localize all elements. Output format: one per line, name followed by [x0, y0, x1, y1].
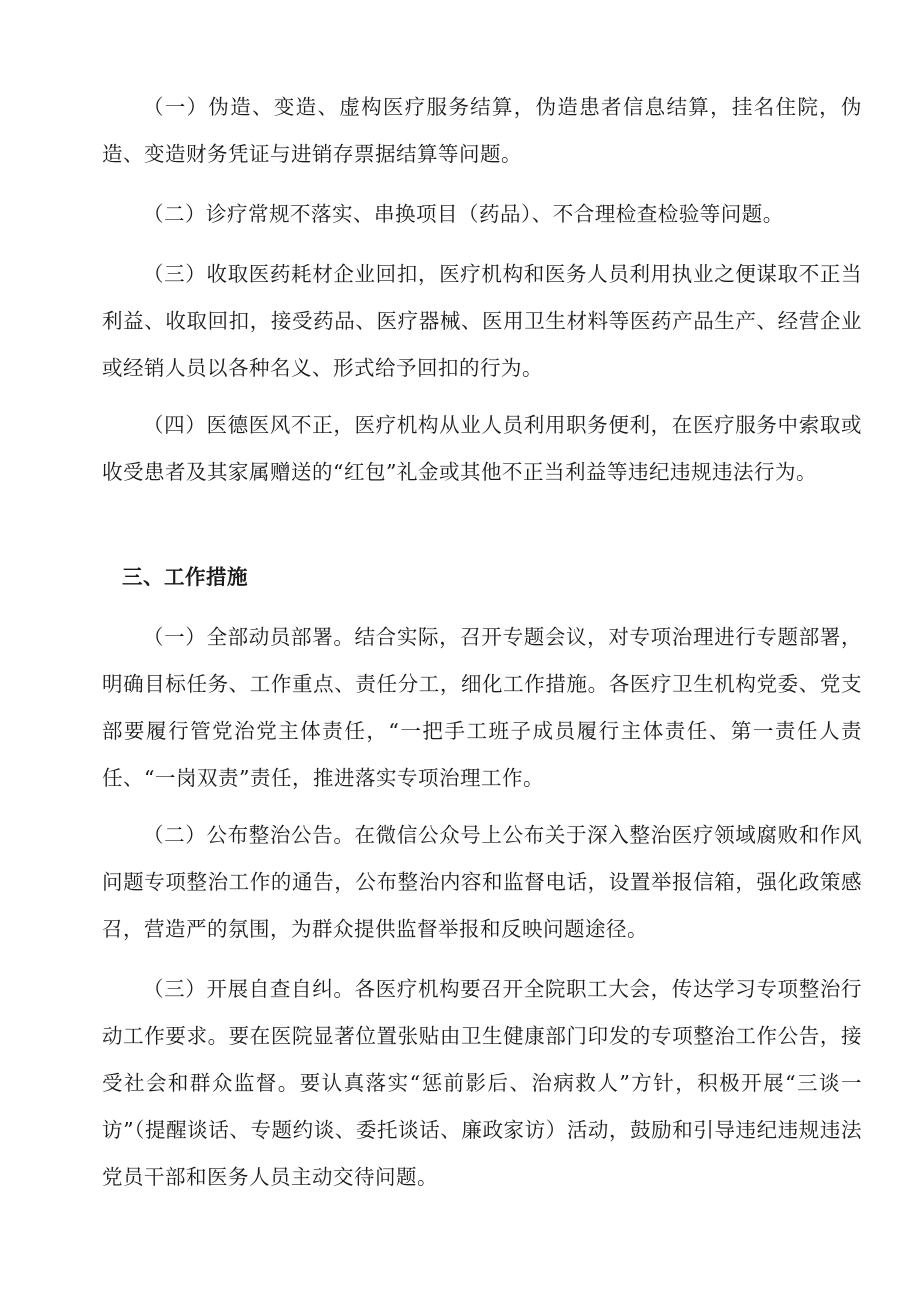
- section-heading: 三、工作措施: [122, 565, 248, 589]
- paragraph-item-3: （三）收取医药耗材企业回扣，医疗机构和医务人员利用执业之便谋取不正当利益、收取回扣，接受药品、医疗器械、医用卫生材料等医药产品生产、经营企业或经销人员以各种名义、形式给予回扣的行为。: [102, 262, 862, 380]
- paragraph-item-1: （一）伪造、变造、虚构医疗服务结算，伪造患者信息结算，挂名住院，伪造、变造财务凭证与进销存票据结算等问题。: [102, 95, 862, 166]
- paragraph-item-2: （二）诊疗常规不落实、串换项目（药品）、不合理检查检验等问题。: [143, 202, 784, 226]
- paragraph-measure-2: （二）公布整治公告。在微信公众号上公布关于深入整治医疗领域腐败和作风问题专项整治工作的通告，公布整治内容和监督电话，设置举报信箱，强化政策感召，营造严的氛围，为群众提供监督举报和反映问题途径。: [102, 823, 862, 941]
- paragraph-item-4: （四）医德医风不正，医疗机构从业人员利用职务便利，在医疗服务中索取或收受患者及其家属赠送的“红包”礼金或其他不正当利益等违纪违规违法行为。: [102, 413, 862, 484]
- paragraph-measure-1: （一）全部动员部署。结合实际，召开专题会议，对专项治理进行专题部署，明确目标任务、工作重点、责任分工，细化工作措施。各医疗卫生机构党委、党支部要履行管党治党主体责任，“一把手工班子成员履行主体责任、第一责任人责任、“一岗双责”责任，推进落实专项治理工作。: [102, 625, 862, 790]
- paragraph-measure-3: （三）开展自查自纠。各医疗机构要召开全院职工大会，传达学习专项整治行动工作要求。要在医院显著位置张贴由卫生健康部门印发的专项整治工作公告，接受社会和群众监督。要认真落实“惩前影后、治病救人”方针，积极开展“三谈一访”（提醒谈话、专题约谈、委托谈话、廉政家访）活动，鼓励和引导违纪违规违法党员干部和医务人员主动交待问题。: [102, 977, 862, 1189]
